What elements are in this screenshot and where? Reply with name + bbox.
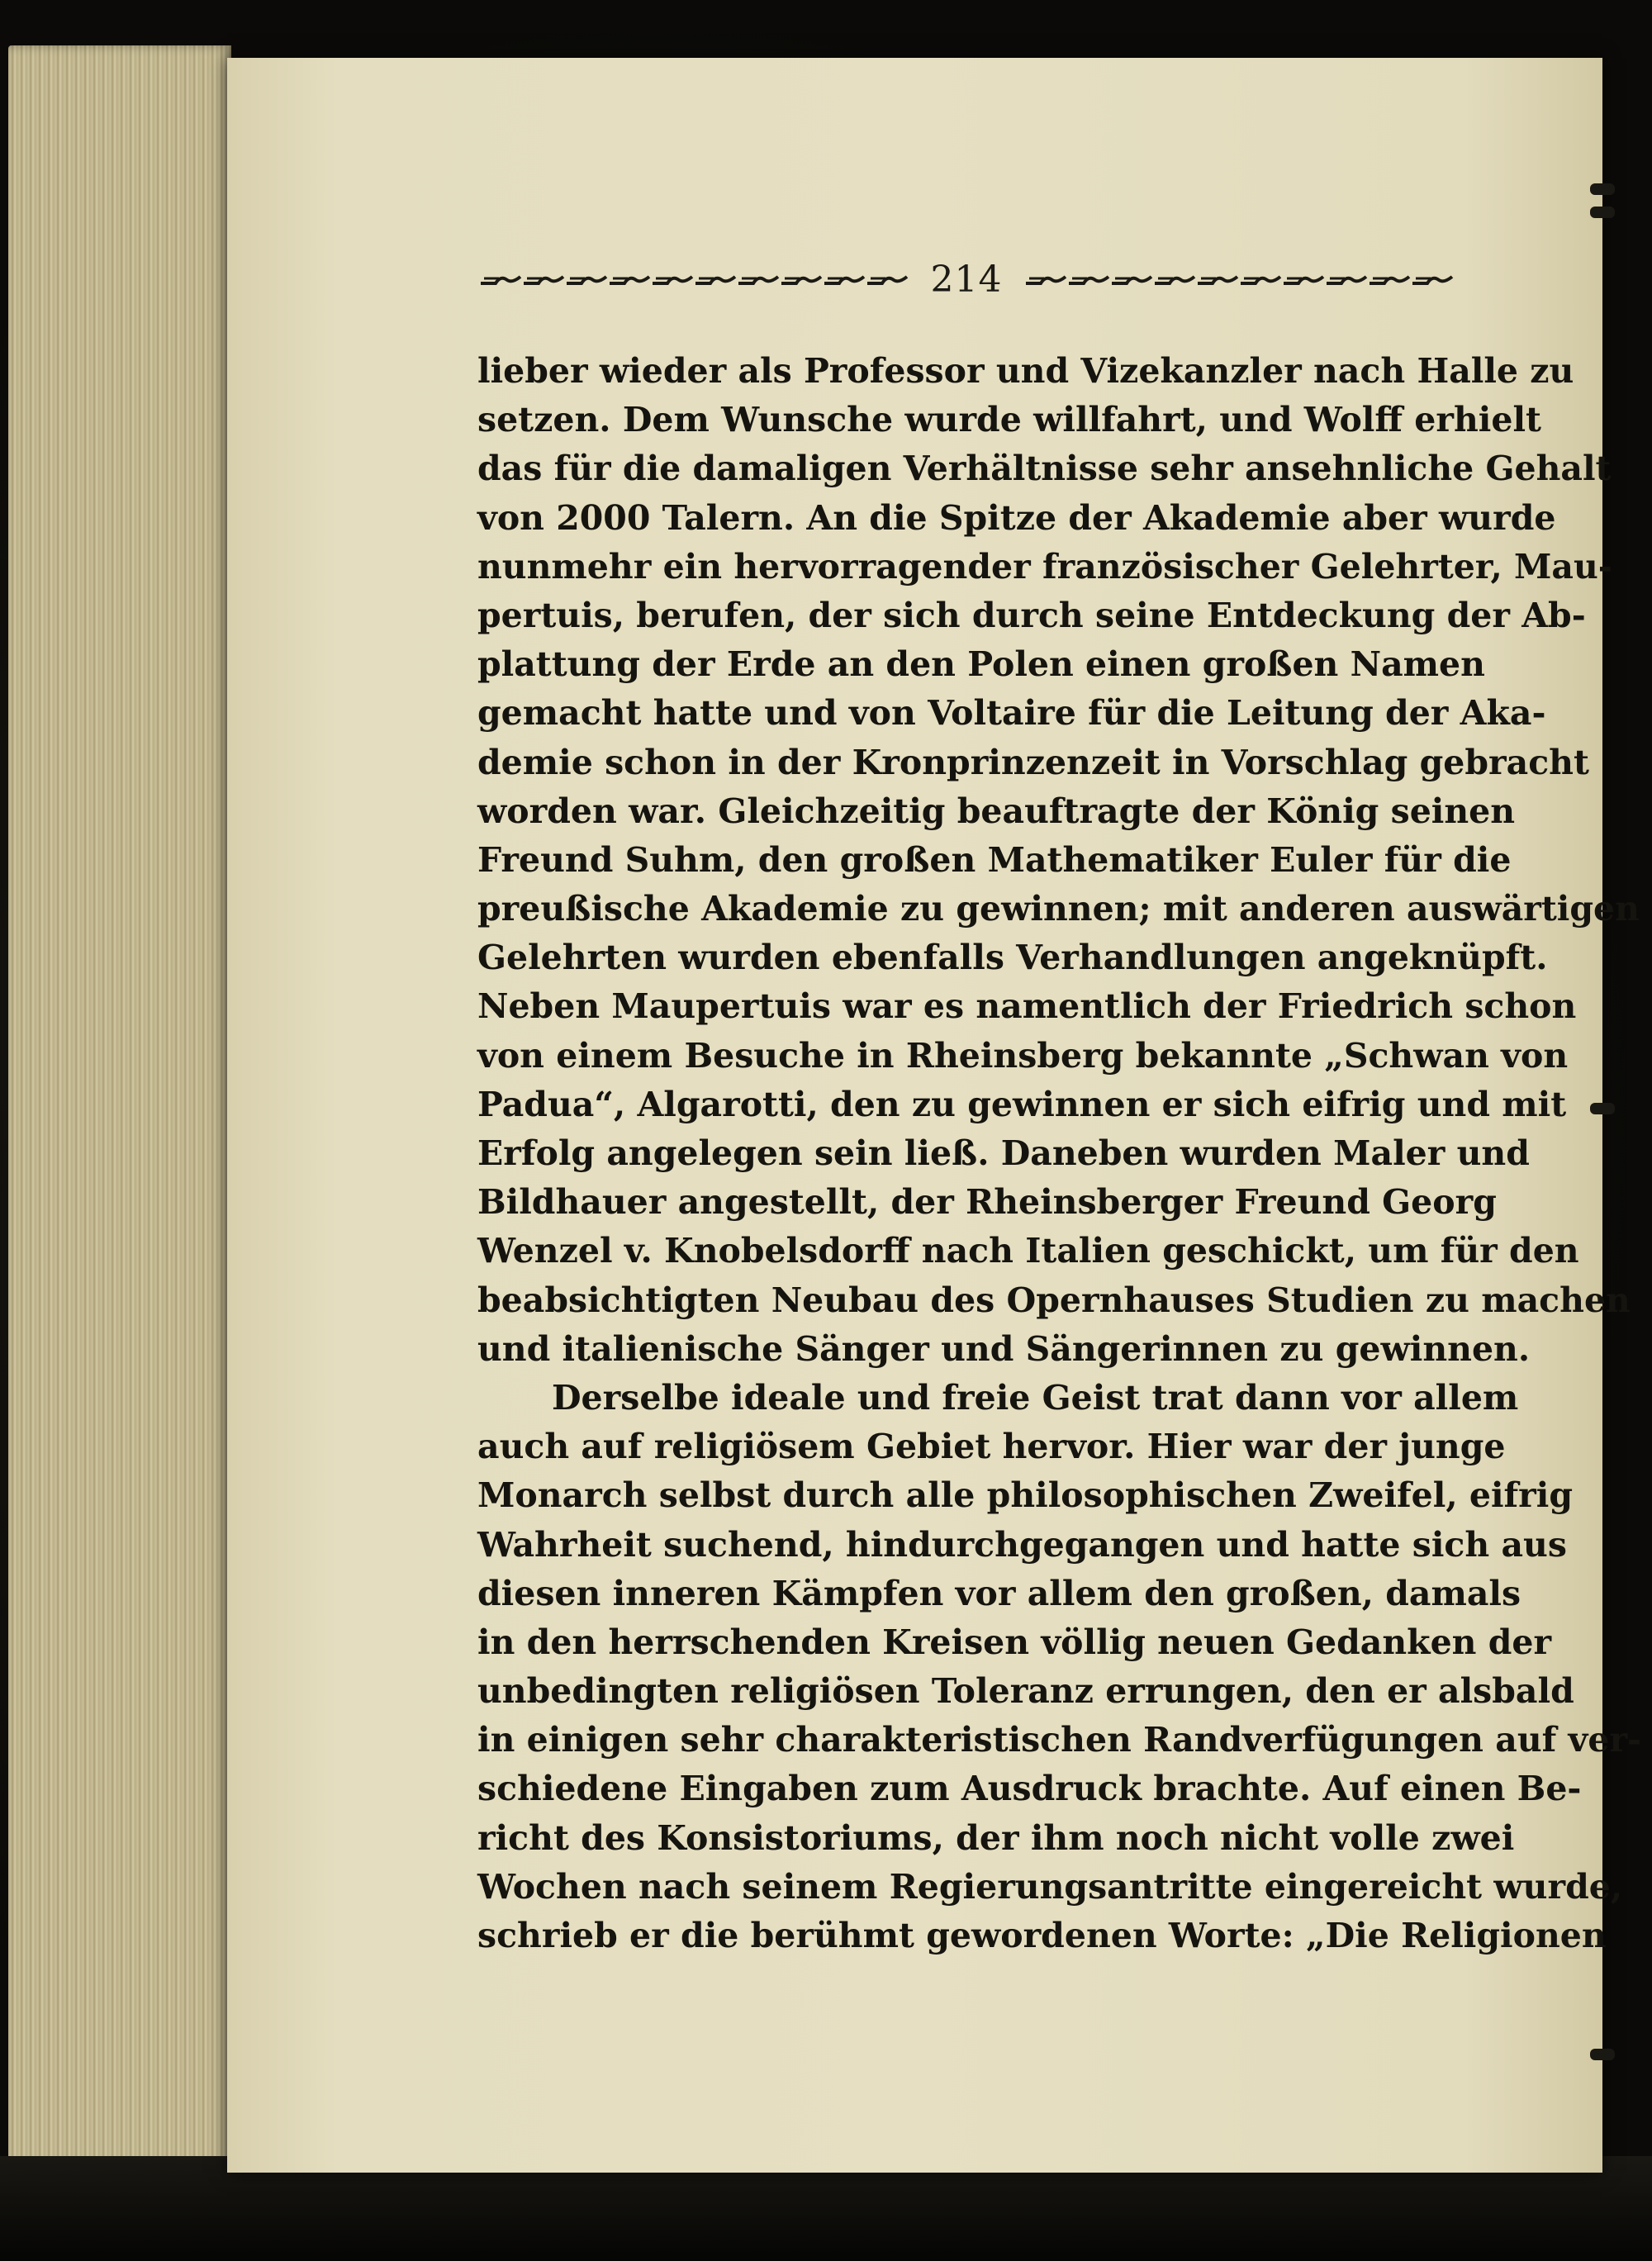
binding-thread bbox=[1590, 183, 1615, 195]
text-line: pertuis, berufen, der sich durch seine Entdeckung der Ab- bbox=[477, 595, 1586, 635]
text-line: Freund Suhm, den großen Mathematiker Euler für die bbox=[477, 839, 1512, 880]
text-line: diesen inneren Kämpfen vor allem den großen, damals bbox=[477, 1573, 1521, 1613]
text-line: richt des Konsistoriums, der ihm noch nicht volle zwei bbox=[477, 1817, 1515, 1858]
right-ornament-icon bbox=[1024, 272, 1454, 287]
text-line: in den herrschenden Kreisen völlig neuen Gedanken der bbox=[477, 1622, 1552, 1662]
text-line: nunmehr ein hervorragender französischer Gelehrter, Mau- bbox=[477, 546, 1612, 587]
binding-thread bbox=[1590, 2049, 1615, 2060]
text-line: Gelehrten wurden ebenfalls Verhandlungen angeknüpft. bbox=[477, 938, 1548, 978]
left-ornament-icon bbox=[479, 272, 909, 287]
text-line: Erfolg angelegen sein ließ. Daneben wurden Maler und bbox=[477, 1133, 1530, 1173]
text-line: lieber wieder als Professor und Vizekanzler nach Halle zu bbox=[477, 351, 1574, 391]
text-line: das für die damaligen Verhältnisse sehr ansehnliche Gehalt bbox=[477, 449, 1612, 489]
page-number: 214 bbox=[930, 258, 1003, 301]
text-line: und italienische Sänger und Sängerinnen zu gewinnen. bbox=[477, 1328, 1531, 1369]
text-line: beabsichtigten Neubau des Opernhauses Studien zu machen bbox=[477, 1280, 1631, 1320]
text-line: Wahrheit suchend, hindurchgegangen und hatte sich aus bbox=[477, 1524, 1567, 1565]
text-line: Monarch selbst durch alle philosophischen Zweifel, eifrig bbox=[477, 1475, 1574, 1516]
text-line: auch auf religiösem Gebiet hervor. Hier war der junge bbox=[477, 1427, 1506, 1467]
text-line: worden war. Gleichzeitig beauftragte der König seinen bbox=[477, 791, 1516, 831]
text-line: in einigen sehr charakteristischen Randverfügungen auf ver- bbox=[477, 1720, 1642, 1760]
text-line: preußische Akademie zu gewinnen; mit anderen auswärtigen bbox=[477, 889, 1640, 929]
text-line: Derselbe ideale und freie Geist trat dann vor allem bbox=[552, 1377, 1519, 1418]
text-line: von 2000 Talern. An die Spitze der Akademie aber wurde bbox=[477, 497, 1556, 538]
text-line: setzen. Dem Wunsche wurde willfahrt, und Wolff erhielt bbox=[477, 400, 1541, 440]
book-page-edges bbox=[8, 45, 231, 2193]
text-line: Padua“, Algarotti, den zu gewinnen er sich eifrig und mit bbox=[477, 1084, 1567, 1124]
text-line: Wenzel v. Knobelsdorff nach Italien geschickt, um für den bbox=[477, 1231, 1579, 1271]
text-line: Neben Maupertuis war es namentlich der Friedrich schon bbox=[477, 986, 1577, 1027]
text-line: Bildhauer angestellt, der Rheinsberger Freund Georg bbox=[477, 1182, 1497, 1223]
text-line: plattung der Erde an den Polen einen großen Namen bbox=[477, 644, 1485, 685]
page-header bbox=[479, 254, 1454, 304]
binding-thread bbox=[1590, 1103, 1615, 1114]
text-line: Wochen nach seinem Regierungsantritte eingereicht wurde, bbox=[477, 1866, 1623, 1907]
body-text bbox=[477, 347, 1642, 1960]
text-line: von einem Besuche in Rheinsberg bekannte „Schwan von bbox=[477, 1035, 1569, 1076]
binding-thread bbox=[1590, 207, 1615, 218]
text-line: demie schon in der Kronprinzenzeit in Vorschlag gebracht bbox=[477, 742, 1589, 782]
text-line: gemacht hatte und von Voltaire für die Leitung der Aka- bbox=[477, 693, 1546, 734]
text-line: unbedingten religiösen Toleranz errungen, den er alsbald bbox=[477, 1671, 1574, 1712]
text-line: schiedene Eingaben zum Ausdruck brachte. Auf einen Be- bbox=[477, 1769, 1582, 1809]
text-line: schrieb er die berühmt gewordenen Worte: „Die Religionen bbox=[477, 1916, 1607, 1955]
